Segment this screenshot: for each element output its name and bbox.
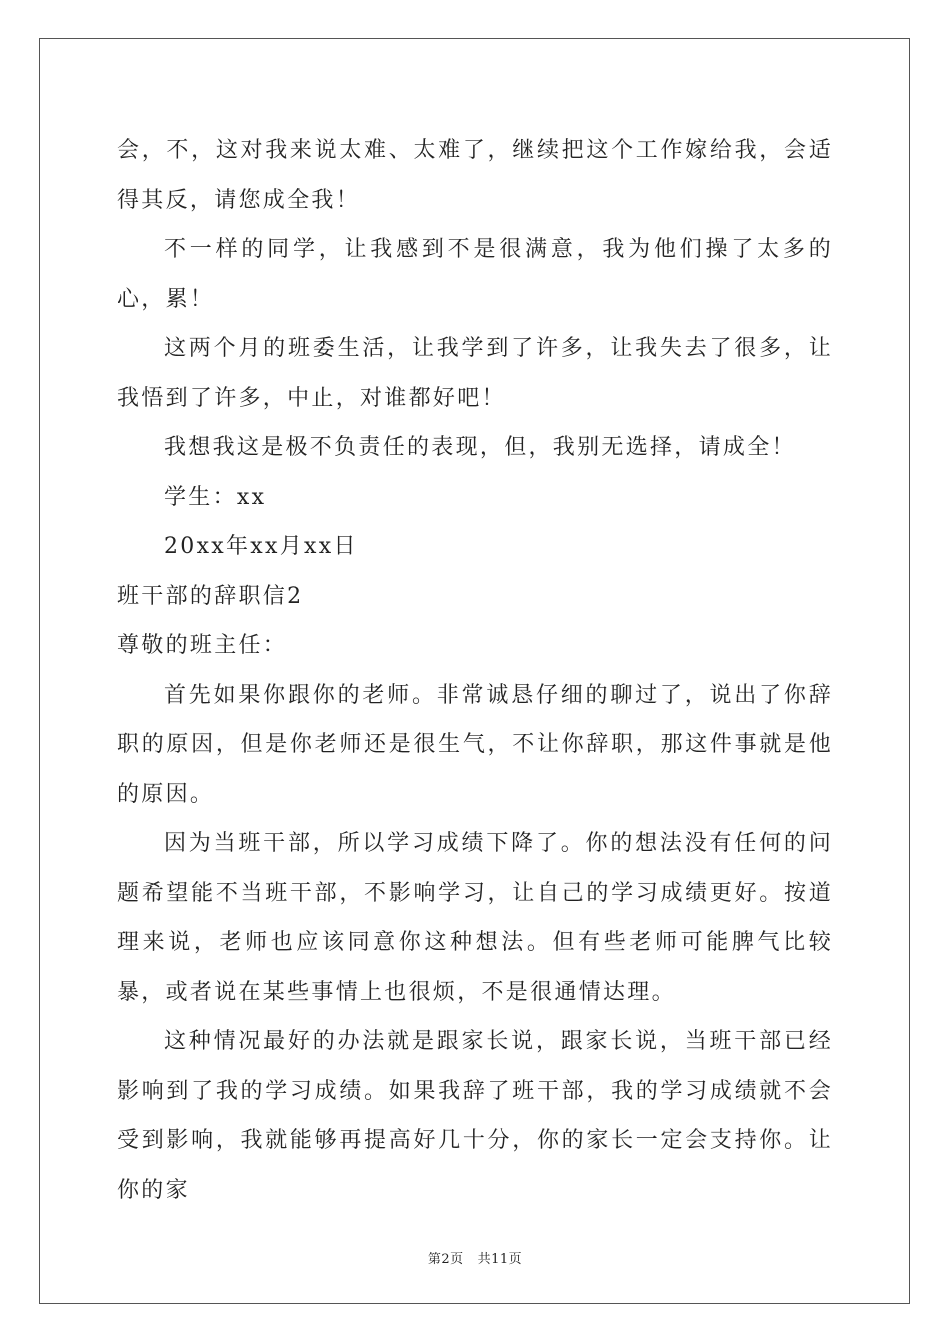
letter-title: 班干部的辞职信2 <box>117 583 304 609</box>
document-body <box>117 126 833 1215</box>
signature-name: 学生：xx <box>164 484 267 510</box>
page-number: 第2页 <box>427 1252 464 1267</box>
paragraph: 首先如果你跟你的老师。非常诚恳仔细的聊过了，说出了你辞职的原因，但是你老师还是很生气，不让你辞职，那这件事就是他的原因。 <box>117 682 833 807</box>
paragraph: 我想我这是极不负责任的表现，但，我别无选择，请成全！ <box>164 435 796 460</box>
salutation: 尊敬的班主任： <box>117 633 288 658</box>
signature-date: 20xx年xx月xx日 <box>164 534 358 559</box>
page-footer <box>0 1248 950 1267</box>
paragraph: 这两个月的班委生活，让我学到了许多，让我失去了很多，让我悟到了许多，中止，对谁都好吧！ <box>117 336 833 411</box>
paragraph: 会，不，这对我来说太难、太难了，继续把这个工作嫁给我，会适得其反，请您成全我！ <box>117 138 833 213</box>
paragraph: 这种情况最好的办法就是跟家长说，跟家长说，当班干部已经影响到了我的学习成绩。如果我辞了班干部，我的学习成绩就不会受到影响，我就能够再提高好几十分，你的家长一定会支持你。让你的家 <box>117 1029 833 1203</box>
paragraph: 因为当班干部，所以学习成绩下降了。你的想法没有任何的问题希望能不当班干部，不影响学习，让自己的学习成绩更好。按道理来说，老师也应该同意你这种想法。但有些老师可能脾气比较暴，或者说在某些事情上也很烦，不是很通情达理。 <box>117 831 833 1005</box>
paragraph: 不一样的同学，让我感到不是很满意，我为他们操了太多的心，累！ <box>117 237 833 312</box>
total-pages: 共11页 <box>477 1252 523 1267</box>
